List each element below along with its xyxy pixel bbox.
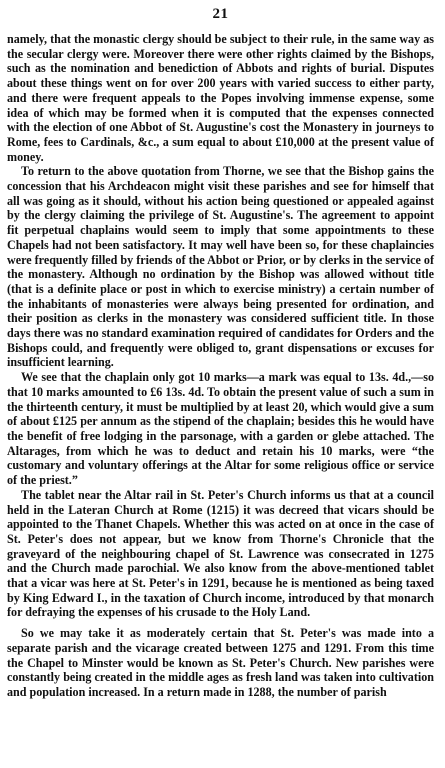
paragraph-2: To return to the above quotation from Thorne, we see that the Bishop gains the concession that his Archdeacon might visit these parishes and see for himself that all was going as it should, without his action being questioned or appealed against by the clergy claiming the privilege of St. Augustine's. The agreement to appoint fit perpetual chaplains would seem to imply that some appointments to these Chapels had not been satisfactory. It may well have been so, for these chaplaincies were frequently filled by friends of the Abbot or Prior, or by clerks in the service of the monastery. Although no ordination by the Bishop was allowed without title (that is a definite place or post in which to exercise ministry) a certain number of the inhabitants of monasteries were always being presented for ordination, and their position as clerks in the monastery was considered sufficient title. In those days there was no standard examination required of candidates for Orders and the Bishops could, and frequently were obliged to, grant dispensations or excuses for insufficient learning.: [7, 164, 434, 370]
paragraph-1: namely, that the monastic clergy should be subject to their rule, in the same way as the secular clergy were. Moreover there were other rights claimed by the Bishops, such as the nomination and benediction of Abbots and rights of burial. Disputes about these things went on for over 200 years with varied success to either party, and there were frequent appeals to the Popes involving immense expense, some idea of which may be formed when it is computed that the expenses connected with the election of one Abbot of St. Augustine's cost the Monastery in journeys to Rome, fees to Cardinals, &c., a sum equal to about £10,000 at the present value of money.: [7, 32, 434, 164]
paragraph-5: So we may take it as moderately certain that St. Peter's was made into a separate parish and the vicarage created between 1275 and 1291. From this time the Chapel to Minster would be known as St. Peter's Church. New parishes were constantly being created in the middle ages as fresh land was taken into cultivation and population increased. In a return made in 1288, the number of parish: [7, 626, 434, 699]
body-text: [7, 32, 434, 700]
page-number: 21: [212, 6, 229, 22]
paragraph-4: The tablet near the Altar rail in St. Peter's Church informs us that at a council held in the Lateran Church at Rome (1215) it was decreed that vicars should be appointed to the Thanet Chapels. Whether this was acted on at once in the case of St. Peter's does not appear, but we know from Thorne's Chronicle that the graveyard of the neighbouring chapel of St. Lawrence was consecrated in 1275 and the Church made parochial. We also know from the above-mentioned tablet that a vicar was here at St. Peter's in 1291, because he is mentioned as being taxed by King Edward I., in the taxation of Church income, introduced by that monarch for defraying the expenses of his crusade to the Holy Land.: [7, 487, 434, 620]
paragraph-3: We see that the chaplain only got 10 marks—a mark was equal to 13s. 4d.,—so that 10 marks amounted to £6 13s. 4d. To obtain the present value of such a sum in the thirteenth century, it must be multiplied by at least 20, which would give a sum of about £125 per annum as the stipend of the chaplain; besides this he would have the benefit of free lodging in the parsonage, with a garden or glebe attached. The Altarages, from which he was to deduct and retain his 10 marks, were “the customary and voluntary offerings at the Altar for some religious office or service of the priest.”: [7, 370, 434, 488]
